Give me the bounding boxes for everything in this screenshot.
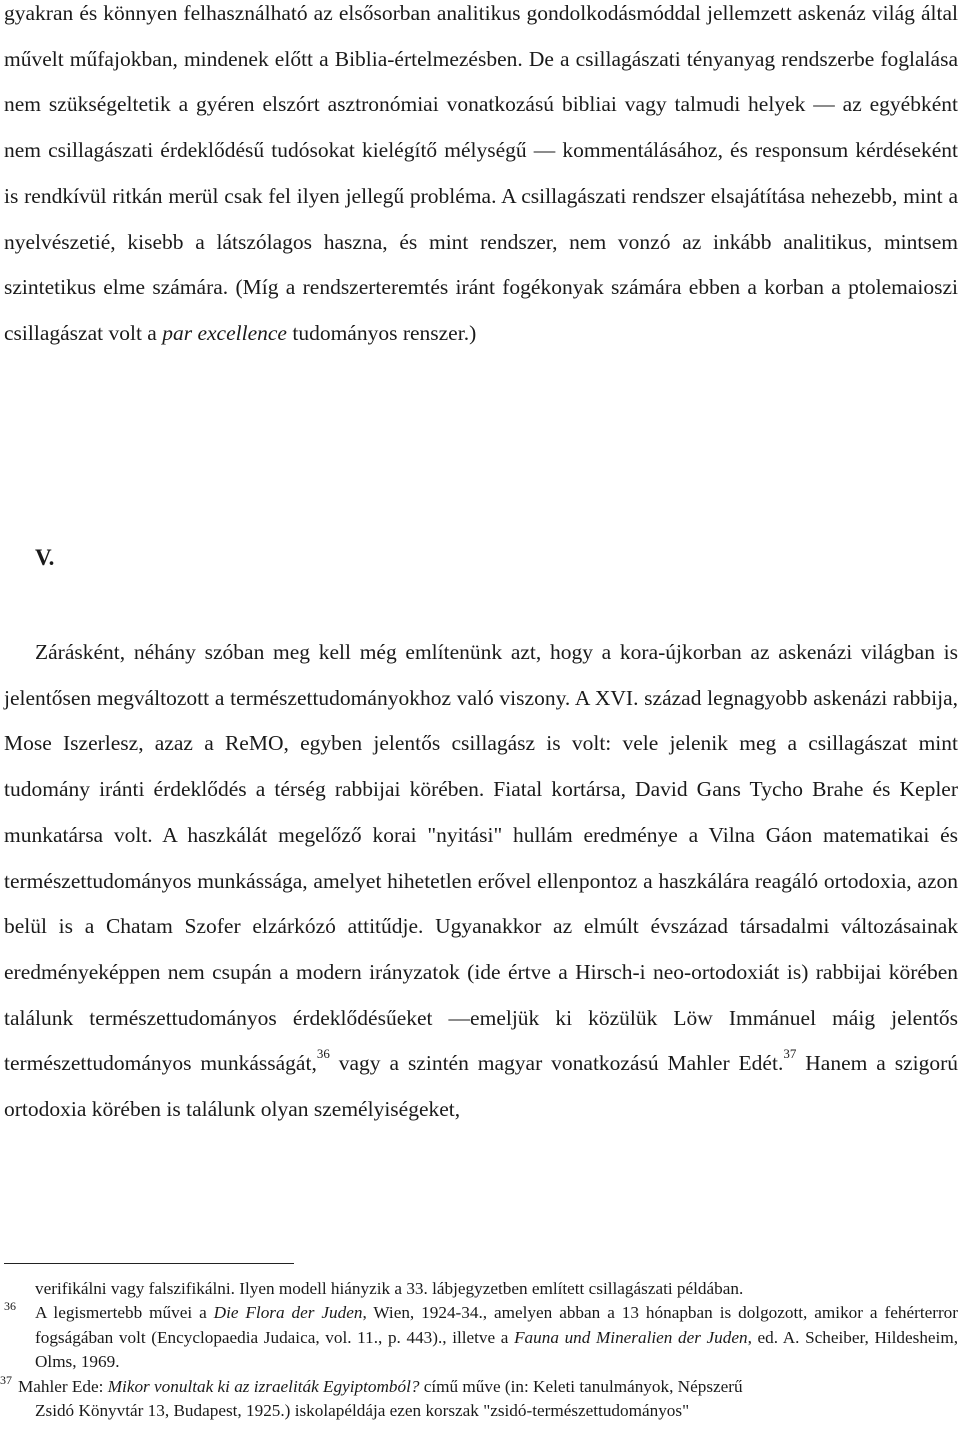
footnote-number: 37 (0, 1372, 12, 1387)
footnote-text: A legismertebb művei a (35, 1303, 214, 1323)
footnote-divider (4, 1263, 294, 1264)
footnote-text: Zsidó Könyvtár 13, Budapest, 1925.) iskolapéldája ezen korszak "zsidó-természettudományos" (35, 1401, 690, 1421)
footnote-36 (4, 1301, 958, 1374)
footnote-37 (0, 1372, 958, 1424)
italic-phrase: par excellence (162, 320, 287, 345)
footnote-text: Mahler Ede: (18, 1376, 108, 1396)
paragraph-text: Zárásként, néhány szóban meg kell még említenünk azt, hogy a kora-újkorban az askenázi világban is jelentősen megváltozott a természettudományokhoz való viszony. A XVI. század legnagyobb askenázi rabbija, Mose Iszerlesz, azaz a ReMO, egyben jelentős csillagász is volt: vele jelenik meg a csillagászat mint tudomány iránti érdeklődés a térség rabbijai körében. Fiatal kortársa, David Gans Tycho Brahe és Kepler munkatársa volt. A haszkálát megelőző korai "nyitási" hullám eredménye a Vilna Gáon matematikai és természettudományos munkássága, amelyet hihetetlen erővel ellenpontoz a haszkálára reagáló ortodoxia, azon belül is a Chatam Szofer elzárkózó attitűdje. Ugyanakkor az elmúlt évszázad társadalmi változásainak eredményeképpen nem csupán a modern irányzatok (ide értve a Hirsch-i neo-ortodoxiát is) rabbijai körében találunk természettudományos érdeklődésűeket —emeljük ki közülük Löw Immánuel máig jelentős természettudományos munkásságát, (4, 640, 958, 1076)
footnote-title: Mikor vonultak ki az izraeliták Egyiptomból? (107, 1376, 420, 1396)
footnote-ref-36[interactable]: 36 (316, 1046, 330, 1062)
footnote-text: , ed. A. Scheiber, Hildesheim, Olms, 1969. (35, 1327, 958, 1372)
footnote-title: Fauna und Mineralien der Juden (514, 1327, 748, 1347)
footnote-number: 36 (4, 1299, 16, 1314)
paragraph-text: vagy a szintén magyar vonatkozású Mahler Edét. (329, 1051, 784, 1076)
footnote-text: című műve (in: Keleti tanulmányok, Népszerű (419, 1376, 743, 1396)
paragraph-text: Hanem a szigorú ortodoxia körében is találunk olyan személyiségeket, (4, 1051, 959, 1122)
footnotes (0, 1277, 958, 1423)
footnote-continued: verifikálni vagy falszifikálni. Ilyen modell hiányzik a 33. lábjegyzetben említett csillagászati példában. (35, 1279, 744, 1298)
paragraph-section-v (4, 630, 958, 1133)
footnote-ref-37[interactable]: 37 (783, 1046, 797, 1062)
paragraph-continued (4, 0, 958, 357)
footnote-text: , Wien, 1924-34., amelyen abban a 13 hónapban is dolgozott, amikor a fehérterror fogságában volt (Encyclopaedia Judaica, vol. 11., p. 443)., illetve a (35, 1303, 958, 1347)
section-heading: V. (35, 545, 55, 570)
footnote-title: Die Flora der Juden (213, 1303, 363, 1323)
paragraph-text: gyakran és könnyen felhasználható az elsősorban analitikus gondolkodásmóddal jellemzett askenáz világ által művelt műfajokban, mindenek előtt a Biblia-értelmezésben. De a csillagászati tényanyag rendszerbe foglalása nem szükségeltetik a gyéren elszórt asztronómiai vonatkozású bibliai vagy talmudi helyek — az egyébként nem csillagászati érdeklődésű tudósokat kielégítő mélységű — kommentálásához, és responsum kérdéseként is rendkívül ritkán merül csak fel ilyen jellegű probléma. A csillagászati rendszer elsajátítása nehezebb, mint a nyelvészetié, kisebb a látszólagos haszna, és mint rendszer, nem vonzó az inkább analitikus, mintsem szintetikus elme számára. (Míg a rendszerteremtés iránt fogékonyak számára ebben a korban a ptolemaioszi csillagászat volt a (4, 1, 958, 345)
paragraph-text-tail: tudományos renszer.) (286, 320, 477, 345)
